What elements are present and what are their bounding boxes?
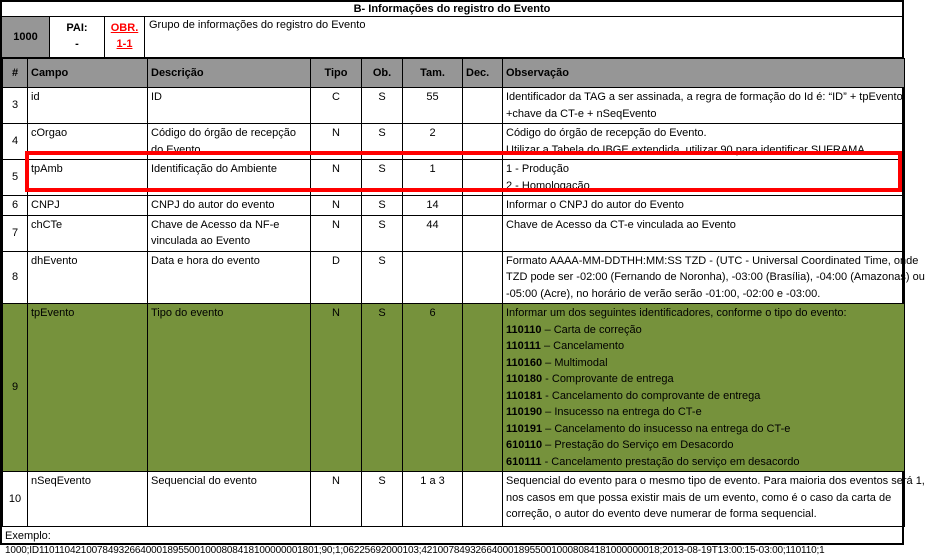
col-header-num: # [3, 59, 28, 88]
dec-cell [463, 304, 503, 472]
table-row-9 [3, 304, 905, 472]
tam-cell: 1 a 3 [403, 472, 463, 527]
ob-cell: S [362, 472, 403, 527]
table-row-10 [3, 472, 905, 527]
ob-cell: S [362, 215, 403, 251]
observacao-line: 2 - Homologação [506, 179, 590, 192]
col-header-ob: Ob. [362, 59, 403, 88]
description-cell: Tipo do evento [148, 304, 311, 472]
tipo-cell: N [311, 472, 362, 527]
table-row-3 [3, 88, 905, 124]
observacao-line: Sequencial do evento para o mesmo tipo de evento. Para maioria dos eventos será 1, [506, 475, 925, 487]
tipo-cell: N [311, 215, 362, 251]
observacao-line: 610111 - Cancelamento prestação do serviço em desacordo [506, 455, 800, 468]
observacao-line: 110190 – Insucesso na entrega do CT-e [506, 406, 702, 418]
description-cell: CNPJ do autor do evento [148, 196, 311, 216]
observacao-line: 110191 – Cancelamento do insucesso na entrega do CT-e [506, 422, 791, 435]
ob-cell: S [362, 251, 403, 304]
row-number: 9 [3, 304, 28, 472]
table-row-8 [3, 251, 905, 304]
tam-cell [403, 251, 463, 304]
observacao-cell [503, 251, 925, 304]
tipo-cell: N [311, 304, 362, 472]
field-name-cell: chCTe [28, 215, 148, 251]
tipo-cell: C [311, 88, 362, 124]
dec-cell [463, 472, 503, 527]
dec-cell [463, 160, 503, 196]
fields-table [2, 58, 925, 527]
pai-value: - [75, 38, 79, 50]
row-number: 3 [3, 88, 28, 124]
observacao-line: 110181 - Cancelamento do comprovante de entrega [506, 389, 761, 402]
observacao-cell [503, 160, 905, 196]
observacao-line: 610110 – Prestação do Serviço em Desacordo [506, 439, 734, 451]
observacao-cell [503, 215, 905, 251]
obr-value: 1-1 [116, 38, 133, 50]
observacao-line: Identificador da TAG a ser assinada, a regra de formação do Id é: “ID” + tpEvento [506, 91, 903, 103]
observacao-cell [503, 304, 905, 472]
row-number: 7 [3, 215, 28, 251]
tam-cell: 44 [403, 215, 463, 251]
field-name-cell: nSeqEvento [28, 472, 148, 527]
observacao-line: Utilizar a Tabela do IBGE extendida, utilizar 90 para identificar SUFRAMA [506, 143, 865, 156]
table-row-4 [3, 124, 905, 160]
observacao-line: 110110 – Carta de correção [506, 323, 642, 336]
table-row-6 [3, 196, 905, 216]
tipo-cell: N [311, 124, 362, 160]
observacao-line: Formato AAAA-MM-DDTHH:MM:SS TZD - (UTC - Universal Coordinated Time, onde [506, 254, 919, 267]
page-title: B- Informações do registro do Evento [2, 2, 902, 17]
group-pai-cell [50, 17, 105, 57]
table-header-row [3, 59, 905, 88]
col-header-dec: Dec. [463, 59, 503, 88]
dec-cell [463, 196, 503, 216]
observacao-line: 1 - Produção [506, 163, 569, 175]
dec-cell [463, 251, 503, 304]
observacao-line: 110160 – Multimodal [506, 356, 608, 369]
tipo-cell: D [311, 251, 362, 304]
observacao-line: 110180 - Comprovante de entrega [506, 373, 674, 385]
dec-cell [463, 215, 503, 251]
observacao-line: +chave da CT-e + nSeqEvento [506, 107, 657, 120]
observacao-line: nos casos em que possa existir mais de um evento, como é o caso da carta de [506, 491, 892, 504]
example-label: Exemplo: [5, 530, 51, 542]
row-number: 10 [3, 472, 28, 527]
example-value: 1000;ID1101104210078493266400018955001000808418100000001801;90;1;06225692000103;42100784932664000189550010008084181000000018;2013-08-19T13:00:15-03:00;110110;1 [5, 545, 825, 556]
observacao-cell [503, 472, 925, 527]
observacao-cell [503, 124, 905, 160]
table-row-5 [3, 160, 905, 196]
observacao-cell [503, 88, 905, 124]
tam-cell: 2 [403, 124, 463, 160]
observacao-line: -05:00 (Acre), no horário de verão serão -01:00, -02:00 e -03:00. [506, 287, 821, 300]
observacao-line: Chave de Acesso da CT-e vinculada ao Evento [506, 218, 736, 231]
description-cell: Código do órgão de recepção do Evento [148, 124, 311, 160]
field-name-cell: CNPJ [28, 196, 148, 216]
table-row-7 [3, 215, 905, 251]
description-cell: Sequencial do evento [148, 472, 311, 527]
observacao-line: Informar um dos seguintes identificadores, conforme o tipo do evento: [506, 307, 847, 319]
observacao-line: Código do órgão de recepção do Evento. [506, 127, 707, 139]
row-number: 5 [3, 160, 28, 196]
ob-cell: S [362, 160, 403, 196]
pai-label: PAI: [66, 22, 88, 34]
row-number: 4 [3, 124, 28, 160]
field-name-cell: tpEvento [28, 304, 148, 472]
field-name-cell: cOrgao [28, 124, 148, 160]
description-cell: ID [148, 88, 311, 124]
col-header-descricao: Descrição [148, 59, 311, 88]
field-name-cell: id [28, 88, 148, 124]
ob-cell: S [362, 124, 403, 160]
example-section [2, 527, 902, 558]
col-header-tam: Tam. [403, 59, 463, 88]
col-header-observacao: Observação [503, 59, 905, 88]
tam-cell: 14 [403, 196, 463, 216]
group-id-cell: 1000 [2, 17, 50, 57]
tam-cell: 1 [403, 160, 463, 196]
col-header-campo: Campo [28, 59, 148, 88]
ob-cell: S [362, 88, 403, 124]
group-header-row [2, 17, 902, 58]
row-number: 8 [3, 251, 28, 304]
dec-cell [463, 88, 503, 124]
ob-cell: S [362, 196, 403, 216]
observacao-cell [503, 196, 905, 216]
group-description-cell: Grupo de informações do registro do Evento [149, 19, 366, 31]
ob-cell: S [362, 304, 403, 472]
dec-cell [463, 124, 503, 160]
tam-cell: 55 [403, 88, 463, 124]
observacao-line: TZD pode ser -02:00 (Fernando de Noronha), -03:00 (Brasília), -04:00 (Amazonas) ou [506, 271, 925, 283]
col-header-tipo: Tipo [311, 59, 362, 88]
description-cell: Data e hora do evento [148, 251, 311, 304]
field-name-cell: dhEvento [28, 251, 148, 304]
description-cell: Identificação do Ambiente [148, 160, 311, 196]
tipo-cell: N [311, 160, 362, 196]
description-cell: Chave de Acesso da NF-e vinculada ao Evento [148, 215, 311, 251]
observacao-line: correção, o autor do evento deve numerar de forma sequencial. [506, 508, 817, 520]
observacao-line: Informar o CNPJ do autor do Evento [506, 199, 684, 211]
obr-label: OBR. [110, 22, 139, 34]
group-obr-cell [105, 17, 145, 57]
field-name-cell: tpAmb [28, 160, 148, 196]
tipo-cell: N [311, 196, 362, 216]
tam-cell: 6 [403, 304, 463, 472]
observacao-line: 110111 – Cancelamento [506, 340, 625, 352]
row-number: 6 [3, 196, 28, 216]
